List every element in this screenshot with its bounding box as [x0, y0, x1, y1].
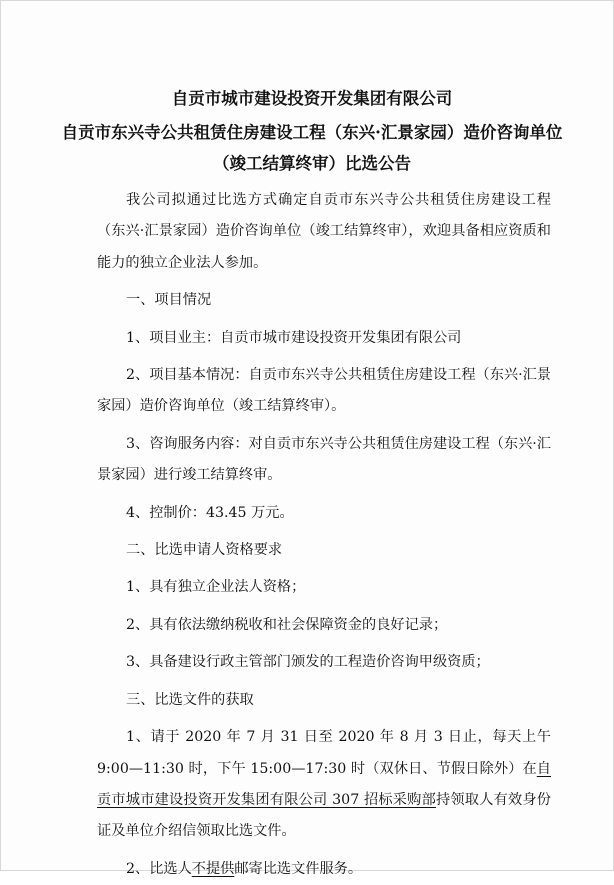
list-item: 1、具有独立企业法人资格；: [126, 579, 306, 596]
intro-paragraph: 我公司拟通过比选方式确定自贡市东兴寺公共租赁住房建设工程（东兴·汇景家园）造价咨询单位（竣工结算终审），欢迎具备相应资质和能力的独立企业法人参加。: [97, 192, 551, 271]
list-item: 3、咨询服务内容：对自贡市东兴寺公共租赁住房建设工程（东兴·汇景家园）进行竣工结算终审。: [97, 435, 551, 484]
list-item: 1、项目业主：自贡市城市建设投资开发集团有限公司: [126, 329, 462, 346]
list-item: 2、具有依法缴纳税收和社会保障资金的良好记录；: [126, 616, 448, 633]
list-item: [97, 722, 551, 848]
emphasis-underlined: 不提供: [191, 860, 235, 877]
org-title: 自贡市城市建设投资开发集团有限公司: [171, 89, 453, 108]
section-heading: 一、项目情况: [126, 292, 212, 309]
list-item: 2、项目基本情况：自贡市东兴寺公共租赁住房建设工程（东兴·汇景家园）造价咨询单位（竣工结算终审）。: [97, 367, 551, 415]
notice-title: 自贡市东兴寺公共租赁住房建设工程（东兴·汇景家园）造价咨询单位（竣工结算终审）比选公告: [61, 123, 563, 173]
item-text: 持领取人有效身份证及单位介绍信领取比选文件。: [97, 791, 551, 840]
item-text: 邮寄比选文件服务。: [234, 860, 363, 877]
list-item: 3、具备建设行政主管部门颁发的工程造价咨询甲级资质；: [126, 654, 490, 671]
list-item: 4、控制价：43.45 万元。: [126, 504, 294, 521]
item-text: 1、请于 2020 年 7 月 31 日至 2020 年 8 月 3 日止，每天上午 9:00—11:30 时，下午 15:00—17:30 时（双休日、节假日除外）在: [97, 729, 551, 777]
list-item: [97, 854, 551, 885]
location-underlined: 自贡市城市建设投资开发集团有限公司 307 招标采购部: [97, 760, 551, 808]
item-text: 2、比选人: [126, 860, 192, 877]
document-header: [61, 83, 563, 179]
document-body: [97, 185, 551, 885]
section-heading: 二、比选申请人资格要求: [126, 542, 283, 559]
section-heading: 三、比选文件的获取: [126, 691, 254, 708]
